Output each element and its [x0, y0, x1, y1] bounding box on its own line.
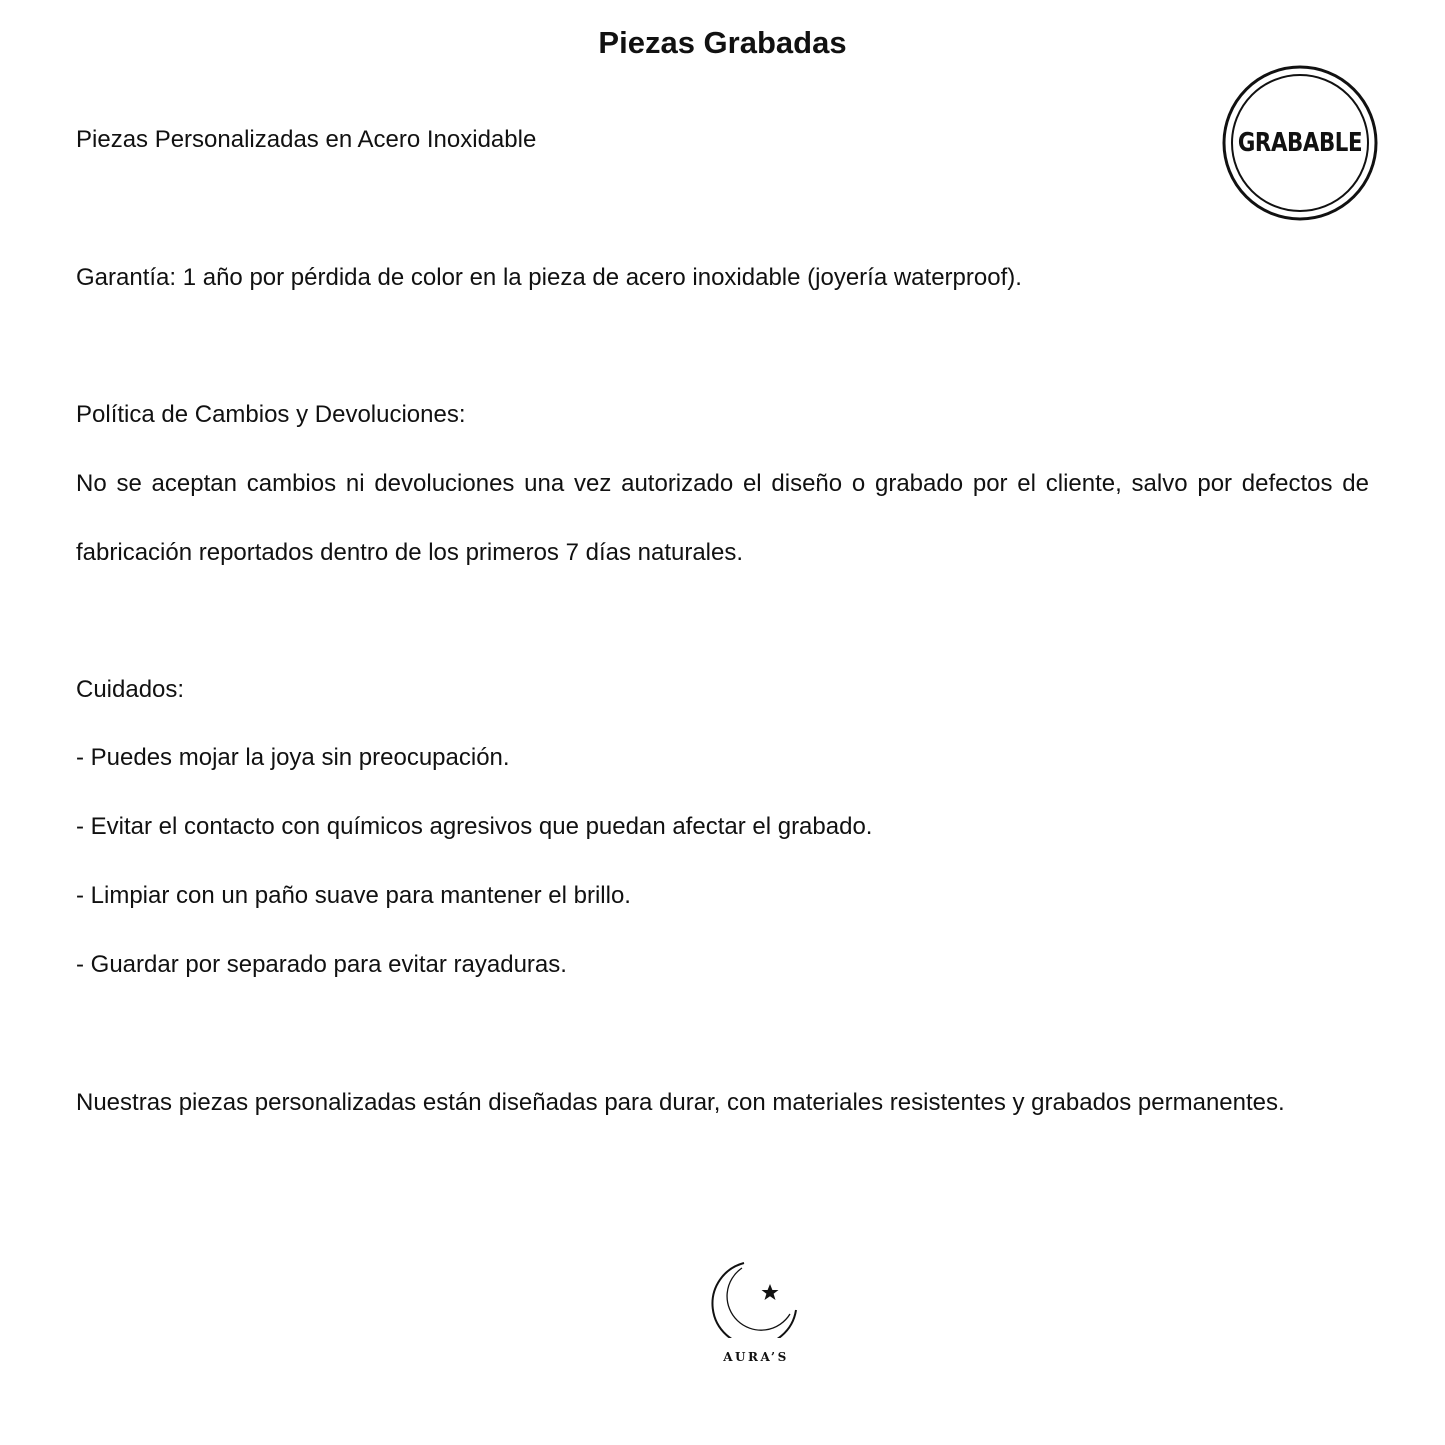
care-item: - Evitar el contacto con químicos agresivos que puedan afectar el grabado.: [76, 813, 873, 840]
badge-label: GRABABLE: [1237, 128, 1363, 158]
page-title: Piezas Grabadas: [598, 25, 847, 60]
brand-name: AURA’S: [723, 1350, 789, 1364]
care-heading: Cuidados:: [76, 676, 185, 703]
policy-body: No se aceptan cambios ni devoluciones una vez autorizado el diseño o grabado por el cliente, salvo por defectos de fabricación reportados dentro de los primeros 7 días naturales.: [76, 470, 1369, 566]
warranty-text: Garantía: 1 año por pérdida de color en la pieza de acero inoxidable (joyería waterproof).: [76, 264, 1022, 291]
subtitle: Piezas Personalizadas en Acero Inoxidable: [76, 126, 537, 153]
brand-logo: [696, 1258, 816, 1338]
crescent-moon-icon: [696, 1258, 816, 1338]
closing-text: Nuestras piezas personalizadas están diseñadas para durar, con materiales resistentes y grabados permanentes.: [76, 1089, 1285, 1116]
care-item: - Puedes mojar la joya sin preocupación.: [76, 744, 510, 771]
policy-heading: Política de Cambios y Devoluciones:: [76, 401, 466, 428]
care-item: - Limpiar con un paño suave para mantener el brillo.: [76, 882, 631, 909]
grabable-badge: [1222, 65, 1378, 221]
care-item: - Guardar por separado para evitar rayaduras.: [76, 951, 567, 978]
